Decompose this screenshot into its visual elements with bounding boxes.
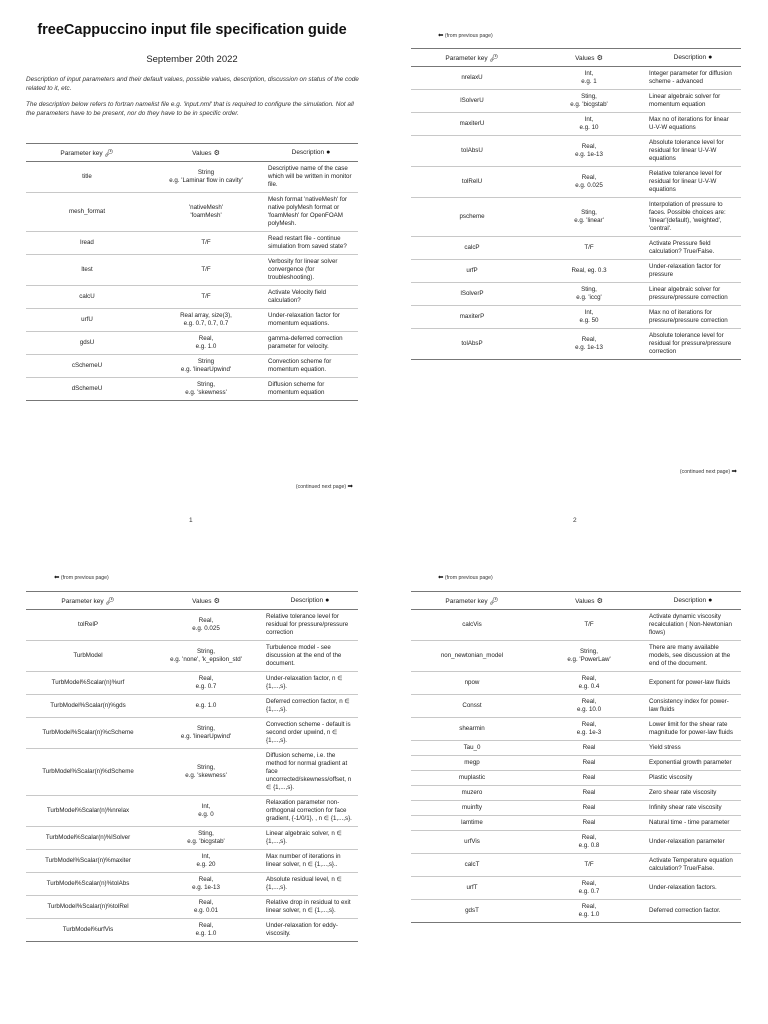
table-row (26, 641, 358, 672)
page-4 (384, 512, 768, 1024)
parameter-key-cell: maxiterP (411, 306, 533, 329)
previous-label: (from previous page) (444, 33, 493, 39)
description-cell: Max no of iterations for pressure/pressure correction (645, 306, 741, 329)
table-row (411, 237, 741, 260)
page-3 (0, 512, 384, 1024)
parameter-key-cell: Tau_0 (411, 741, 533, 756)
value-cell: Real, e.g. 1e-13 (150, 873, 262, 896)
table-header-row (26, 144, 358, 162)
parameter-key-cell: gdsU (26, 332, 148, 355)
parameter-key-cell: TurbModel%Scalar(n)%cScheme (26, 718, 150, 749)
table-row (411, 756, 741, 771)
table-row (26, 610, 358, 641)
continued-next-page-note (584, 467, 737, 475)
from-previous-page-note (438, 573, 493, 581)
table-row (26, 695, 358, 718)
page-1 (0, 0, 384, 524)
header-values (150, 592, 262, 610)
value-cell: String, e.g. 'linearUpwind' (150, 718, 262, 749)
value-cell: T/F (148, 286, 264, 309)
parameter-key-cell: TurbModel%Scalar(n)%tolAbs (26, 873, 150, 896)
value-cell: Real, eg. 0.3 (533, 260, 645, 283)
description-cell: Deferred correction factor, n ∈ {1,...,s}. (262, 695, 358, 718)
description-cell: Read restart file - continue simulation from saved state? (264, 232, 358, 255)
value-cell: Real, e.g. 1.0 (148, 332, 264, 355)
description-cell: Activate dynamic viscosity recalculation ( Non-Newtonian flows) (645, 610, 741, 641)
key-icon: 🔑︎ (105, 597, 115, 605)
parameter-key-cell: lSolverP (411, 283, 533, 306)
parameter-key-cell: tolRelU (411, 167, 533, 198)
intro-paragraph-2: The description below refers to fortran namelist file e.g. 'input.nml' that is required to configure the simulation. Not all the parameters have to be present, nor do they have to be in specific order. (26, 101, 354, 117)
description-cell: Activate Pressure field calculation? True/False. (645, 237, 741, 260)
value-cell: Sting, e.g. 'iccg' (533, 283, 645, 306)
parameter-key-cell: npow (411, 672, 533, 695)
header-key-label: Parameter key (61, 597, 104, 605)
table-row (26, 672, 358, 695)
description-cell: Yield stress (645, 741, 741, 756)
parameter-key-cell: cSchemeU (26, 355, 148, 378)
header-desc-label: Description (290, 597, 324, 604)
table-row (411, 90, 741, 113)
value-cell: Real, e.g. 10.0 (533, 695, 645, 718)
description-cell: Diffusion scheme for momentum equation (264, 378, 358, 401)
parameter-key-cell: TurbModel%urfVis (26, 919, 150, 942)
value-cell: Int, e.g. 20 (150, 850, 262, 873)
continued-next-page-note (200, 482, 353, 490)
description-cell: Under-relaxation factor for pressure (645, 260, 741, 283)
value-cell: Real (533, 756, 645, 771)
parameter-key-cell: TurbModel%Scalar(n)%urf (26, 672, 150, 695)
table-row (26, 919, 358, 942)
parameter-key-cell: calcT (411, 854, 533, 877)
table-row (411, 610, 741, 641)
parameter-key-cell: muzero (411, 786, 533, 801)
table-row (411, 136, 741, 167)
parameter-key-cell: calcVis (411, 610, 533, 641)
table-row (26, 193, 358, 232)
header-key-label: Parameter key (445, 597, 488, 605)
table-header-row (411, 49, 741, 67)
value-cell: Sting, e.g. 'bicgstab' (533, 90, 645, 113)
parameter-key-cell: urfP (411, 260, 533, 283)
parameter-key-cell: Consst (411, 695, 533, 718)
arrow-left-circle-icon: ⬅︎ (438, 574, 444, 581)
table-row (411, 900, 741, 923)
value-cell: String e.g. 'Laminar flow in cavity' (148, 162, 264, 193)
intro-paragraph-1: Description of input parameters and their default values, possible values, description, discussion on status of the code related to it, etc. (26, 76, 359, 92)
table-row (411, 741, 741, 756)
table-row (26, 796, 358, 827)
parameter-key-cell: urfVis (411, 831, 533, 854)
value-cell: T/F (148, 255, 264, 286)
value-cell: Real, e.g. 1e-3 (533, 718, 645, 741)
table-row (26, 332, 358, 355)
header-parameter-key (411, 49, 533, 67)
key-icon: 🔑︎ (104, 149, 114, 157)
table-row (411, 718, 741, 741)
table-row (411, 198, 741, 237)
parameter-key-cell: nrelaxU (411, 67, 533, 90)
table-row (26, 286, 358, 309)
header-desc-label: Description (673, 54, 707, 61)
description-cell: There are many available models, see discussion at the end of the document. (645, 641, 741, 672)
description-cell: Absolute tolerance level for residual for linear U-V-W equations (645, 136, 741, 167)
description-cell: Absolute tolerance level for residual for pressure/pressure correction (645, 329, 741, 360)
value-cell: Real, e.g. 1.0 (533, 900, 645, 923)
header-values (148, 144, 264, 162)
parameter-key-cell: non_newtonian_model (411, 641, 533, 672)
table-row (411, 672, 741, 695)
arrow-left-circle-icon: ⬅︎ (438, 32, 444, 39)
arrow-right-circle-icon: ➡︎ (731, 468, 737, 475)
parameter-key-cell: gdsT (411, 900, 533, 923)
value-cell: Real, e.g. 0.7 (533, 877, 645, 900)
value-cell: Int, e.g. 50 (533, 306, 645, 329)
header-description (645, 49, 741, 67)
value-cell: String e.g. 'linearUpwind' (148, 355, 264, 378)
gears-icon: ⚙︎ (596, 54, 603, 62)
table-header-row (411, 592, 741, 610)
description-cell: Under-relaxation factor, n ∈ {1,...,s}. (262, 672, 358, 695)
value-cell: Real (533, 741, 645, 756)
parameter-key-cell: mesh_format (26, 193, 148, 232)
value-cell: Real (533, 801, 645, 816)
value-cell: Int, e.g. 10 (533, 113, 645, 136)
table-row (411, 306, 741, 329)
previous-label: (from previous page) (60, 575, 109, 581)
table-row (26, 896, 358, 919)
description-cell: Relative tolerance level for residual for linear U-V-W equations (645, 167, 741, 198)
header-description (262, 592, 358, 610)
table-row (411, 260, 741, 283)
value-cell: String, e.g. 'skewness' (148, 378, 264, 401)
table-row (26, 718, 358, 749)
parameter-key-cell: lread (26, 232, 148, 255)
arrow-right-circle-icon: ➡︎ (347, 483, 353, 490)
table-row (26, 309, 358, 332)
description-cell: Mesh format 'nativeMesh' for native polyMesh format or 'foamMesh' for OpenFOAM polyMesh. (264, 193, 358, 232)
parameter-key-cell: title (26, 162, 148, 193)
parameter-key-cell: TurbModel%Scalar(n)%lSolver (26, 827, 150, 850)
description-cell: Deferred correction factor. (645, 900, 741, 923)
header-parameter-key (26, 592, 150, 610)
from-previous-page-note (54, 573, 109, 581)
value-cell: T/F (148, 232, 264, 255)
description-cell: Consistency index for power-law fluids (645, 695, 741, 718)
table-row (411, 771, 741, 786)
parameter-key-cell: TurbModel%Scalar(n)%nrelax (26, 796, 150, 827)
value-cell: Real (533, 816, 645, 831)
table-row (411, 113, 741, 136)
table-row (411, 695, 741, 718)
parameter-key-cell: calcU (26, 286, 148, 309)
continued-label: (continued next page) (679, 469, 731, 475)
parameter-key-cell: TurbModel%Scalar(n)%dScheme (26, 749, 150, 796)
parameter-key-cell: muplastic (411, 771, 533, 786)
parameter-key-cell: maxiterU (411, 113, 533, 136)
table-row (411, 283, 741, 306)
table-row (26, 749, 358, 796)
table-row (411, 877, 741, 900)
parameter-key-cell: dSchemeU (26, 378, 148, 401)
description-cell: Absolute residual level, n ∈ {1,...,s}. (262, 873, 358, 896)
page-number-2: 2 (573, 517, 577, 524)
description-cell: Max number of iterations in linear solver, n ∈ {1,...,s}.. (262, 850, 358, 873)
value-cell: 'nativeMesh' 'foamMesh' (148, 193, 264, 232)
description-cell: Relative drop in residual to exit linear solver, n ∈ {1,...,s}. (262, 896, 358, 919)
value-cell: e.g. 1.0 (150, 695, 262, 718)
description-cell: Natural time - time parameter (645, 816, 741, 831)
parameter-key-cell: pscheme (411, 198, 533, 237)
comment-icon: ● (326, 149, 331, 156)
header-values-label: Values (192, 597, 212, 605)
description-cell: Infinity shear rate viscosity (645, 801, 741, 816)
table-row (26, 162, 358, 193)
description-cell: Under-relaxation for eddy-viscosity. (262, 919, 358, 942)
description-cell: Plastic viscosity (645, 771, 741, 786)
description-cell: gamma-deferred correction parameter for velocity. (264, 332, 358, 355)
table-row (411, 167, 741, 198)
gears-icon: ⚙︎ (213, 597, 220, 605)
value-cell: Real, e.g. 0.8 (533, 831, 645, 854)
description-cell: Lower limit for the shear rate magnitude for power-law fluids (645, 718, 741, 741)
value-cell: Sting, e.g. 'bicgstab' (150, 827, 262, 850)
header-desc-label: Description (291, 149, 325, 156)
table-row (411, 801, 741, 816)
parameter-key-cell: TurbModel%Scalar(n)%tolRel (26, 896, 150, 919)
parameter-key-cell: TurbModel%Scalar(n)%gds (26, 695, 150, 718)
document-date: September 20th 2022 (146, 54, 238, 65)
header-values (533, 49, 645, 67)
value-cell: T/F (533, 237, 645, 260)
parameter-key-cell: TurbModel%Scalar(n)%maxiter (26, 850, 150, 873)
parameter-table-4 (411, 591, 741, 923)
parameter-table-3 (26, 591, 358, 942)
continued-label: (continued next page) (295, 484, 347, 490)
table-row (411, 329, 741, 360)
value-cell: Sting, e.g. 'linear' (533, 198, 645, 237)
value-cell: String, e.g. 'PowerLaw' (533, 641, 645, 672)
value-cell: Real, e.g. 0.4 (533, 672, 645, 695)
value-cell: Real, e.g. 1.0 (150, 919, 262, 942)
description-cell: Linear algebraic solver for momentum equation (645, 90, 741, 113)
header-key-label: Parameter key (445, 54, 488, 62)
description-cell: Relaxation parameter non-orthogonal correction for face gradient, {-1/0/1}, , n ∈ {1,...,s}. (262, 796, 358, 827)
parameter-key-cell: urfU (26, 309, 148, 332)
comment-icon: ● (325, 597, 330, 604)
value-cell: Real, e.g. 1e-13 (533, 329, 645, 360)
document-title: freeCappuccino input file specification guide (37, 22, 347, 38)
header-values-label: Values (575, 597, 595, 605)
header-values-label: Values (575, 54, 595, 62)
page-number-1: 1 (189, 517, 193, 524)
previous-label: (from previous page) (444, 575, 493, 581)
parameter-key-cell: shearmin (411, 718, 533, 741)
value-cell: String, e.g. 'skewness' (150, 749, 262, 796)
table-row (411, 67, 741, 90)
table-row (411, 641, 741, 672)
parameter-table-1 (26, 143, 358, 401)
comment-icon: ● (708, 597, 713, 604)
from-previous-page-note (438, 31, 493, 39)
value-cell: Real (533, 786, 645, 801)
description-cell: Linear algebraic solver for pressure/pressure correction (645, 283, 741, 306)
table-row (26, 873, 358, 896)
key-icon: 🔑︎ (489, 54, 499, 62)
description-cell: Relative tolerance level for residual for pressure/pressure correction (262, 610, 358, 641)
description-cell: Interpolation of pressure to faces. Possible choices are: 'linear'(default), 'weighted', 'central'. (645, 198, 741, 237)
description-cell: Zero shear rate viscosity (645, 786, 741, 801)
value-cell: Real, e.g. 0.025 (150, 610, 262, 641)
parameter-key-cell: urfT (411, 877, 533, 900)
description-cell: Under-relaxation factors. (645, 877, 741, 900)
table-row (26, 255, 358, 286)
key-icon: 🔑︎ (489, 597, 499, 605)
value-cell: String, e.g. 'none', 'k_epsilon_std' (150, 641, 262, 672)
header-values (533, 592, 645, 610)
description-cell: Integer parameter for diffusion scheme - advanced (645, 67, 741, 90)
description-cell: Max no of iterations for linear U-V-W equations (645, 113, 741, 136)
table-row (26, 850, 358, 873)
comment-icon: ● (708, 54, 713, 61)
description-cell: Turbulence model - see discussion at the end of the document. (262, 641, 358, 672)
description-cell: Activate Temperature equation calculation? True/False. (645, 854, 741, 877)
header-parameter-key (26, 144, 148, 162)
table-row (411, 816, 741, 831)
value-cell: Int, e.g. 0 (150, 796, 262, 827)
parameter-key-cell: tolRelP (26, 610, 150, 641)
arrow-left-circle-icon: ⬅︎ (54, 574, 60, 581)
description-cell: Convection scheme - default is second order upwind, n ∈ {1,...,s}. (262, 718, 358, 749)
value-cell: Real (533, 771, 645, 786)
header-values-label: Values (192, 149, 212, 157)
gears-icon: ⚙︎ (213, 149, 220, 157)
table-header-row (26, 592, 358, 610)
parameter-key-cell: lamtime (411, 816, 533, 831)
description-cell: Under-relaxation parameter (645, 831, 741, 854)
page-2 (384, 0, 768, 524)
table-row (26, 827, 358, 850)
parameter-key-cell: megp (411, 756, 533, 771)
description-cell: Exponent for power-law fluids (645, 672, 741, 695)
header-key-label: Parameter key (60, 149, 103, 157)
parameter-key-cell: muinfty (411, 801, 533, 816)
parameter-key-cell: tolAbsU (411, 136, 533, 167)
parameter-key-cell: tolAbsP (411, 329, 533, 360)
table-row (411, 854, 741, 877)
value-cell: Real, e.g. 1e-13 (533, 136, 645, 167)
value-cell: Int, e.g. 1 (533, 67, 645, 90)
header-desc-label: Description (673, 597, 707, 604)
description-cell: Verbosity for linear solver convergence (for troubleshooting). (264, 255, 358, 286)
header-description (264, 144, 358, 162)
gears-icon: ⚙︎ (596, 597, 603, 605)
parameter-key-cell: lSolverU (411, 90, 533, 113)
table-row (26, 355, 358, 378)
description-cell: Convection scheme for momentum equation. (264, 355, 358, 378)
description-cell: Under-relaxation factor for momentum equations. (264, 309, 358, 332)
value-cell: T/F (533, 610, 645, 641)
value-cell: Real array, size(3), e.g. 0.7, 0.7, 0.7 (148, 309, 264, 332)
header-parameter-key (411, 592, 533, 610)
description-cell: Descriptive name of the case which will be written in monitor file. (264, 162, 358, 193)
value-cell: Real, e.g. 0.025 (533, 167, 645, 198)
description-cell: Diffusion scheme, i.e. the method for normal gradient at face uncorrected/skewness/offset, n ∈ {1,...,s}. (262, 749, 358, 796)
description-cell: Exponential growth parameter (645, 756, 741, 771)
value-cell: T/F (533, 854, 645, 877)
table-row (411, 831, 741, 854)
value-cell: Real, e.g. 0.01 (150, 896, 262, 919)
header-description (645, 592, 741, 610)
table-row (26, 232, 358, 255)
table-row (26, 378, 358, 401)
description-cell: Linear algebraic solver, n ∈ {1,...,s}. (262, 827, 358, 850)
value-cell: Real, e.g. 0.7 (150, 672, 262, 695)
parameter-table-2 (411, 48, 741, 360)
parameter-key-cell: TurbModel (26, 641, 150, 672)
table-row (411, 786, 741, 801)
parameter-key-cell: ltest (26, 255, 148, 286)
description-cell: Activate Velocity field calculation? (264, 286, 358, 309)
parameter-key-cell: calcP (411, 237, 533, 260)
